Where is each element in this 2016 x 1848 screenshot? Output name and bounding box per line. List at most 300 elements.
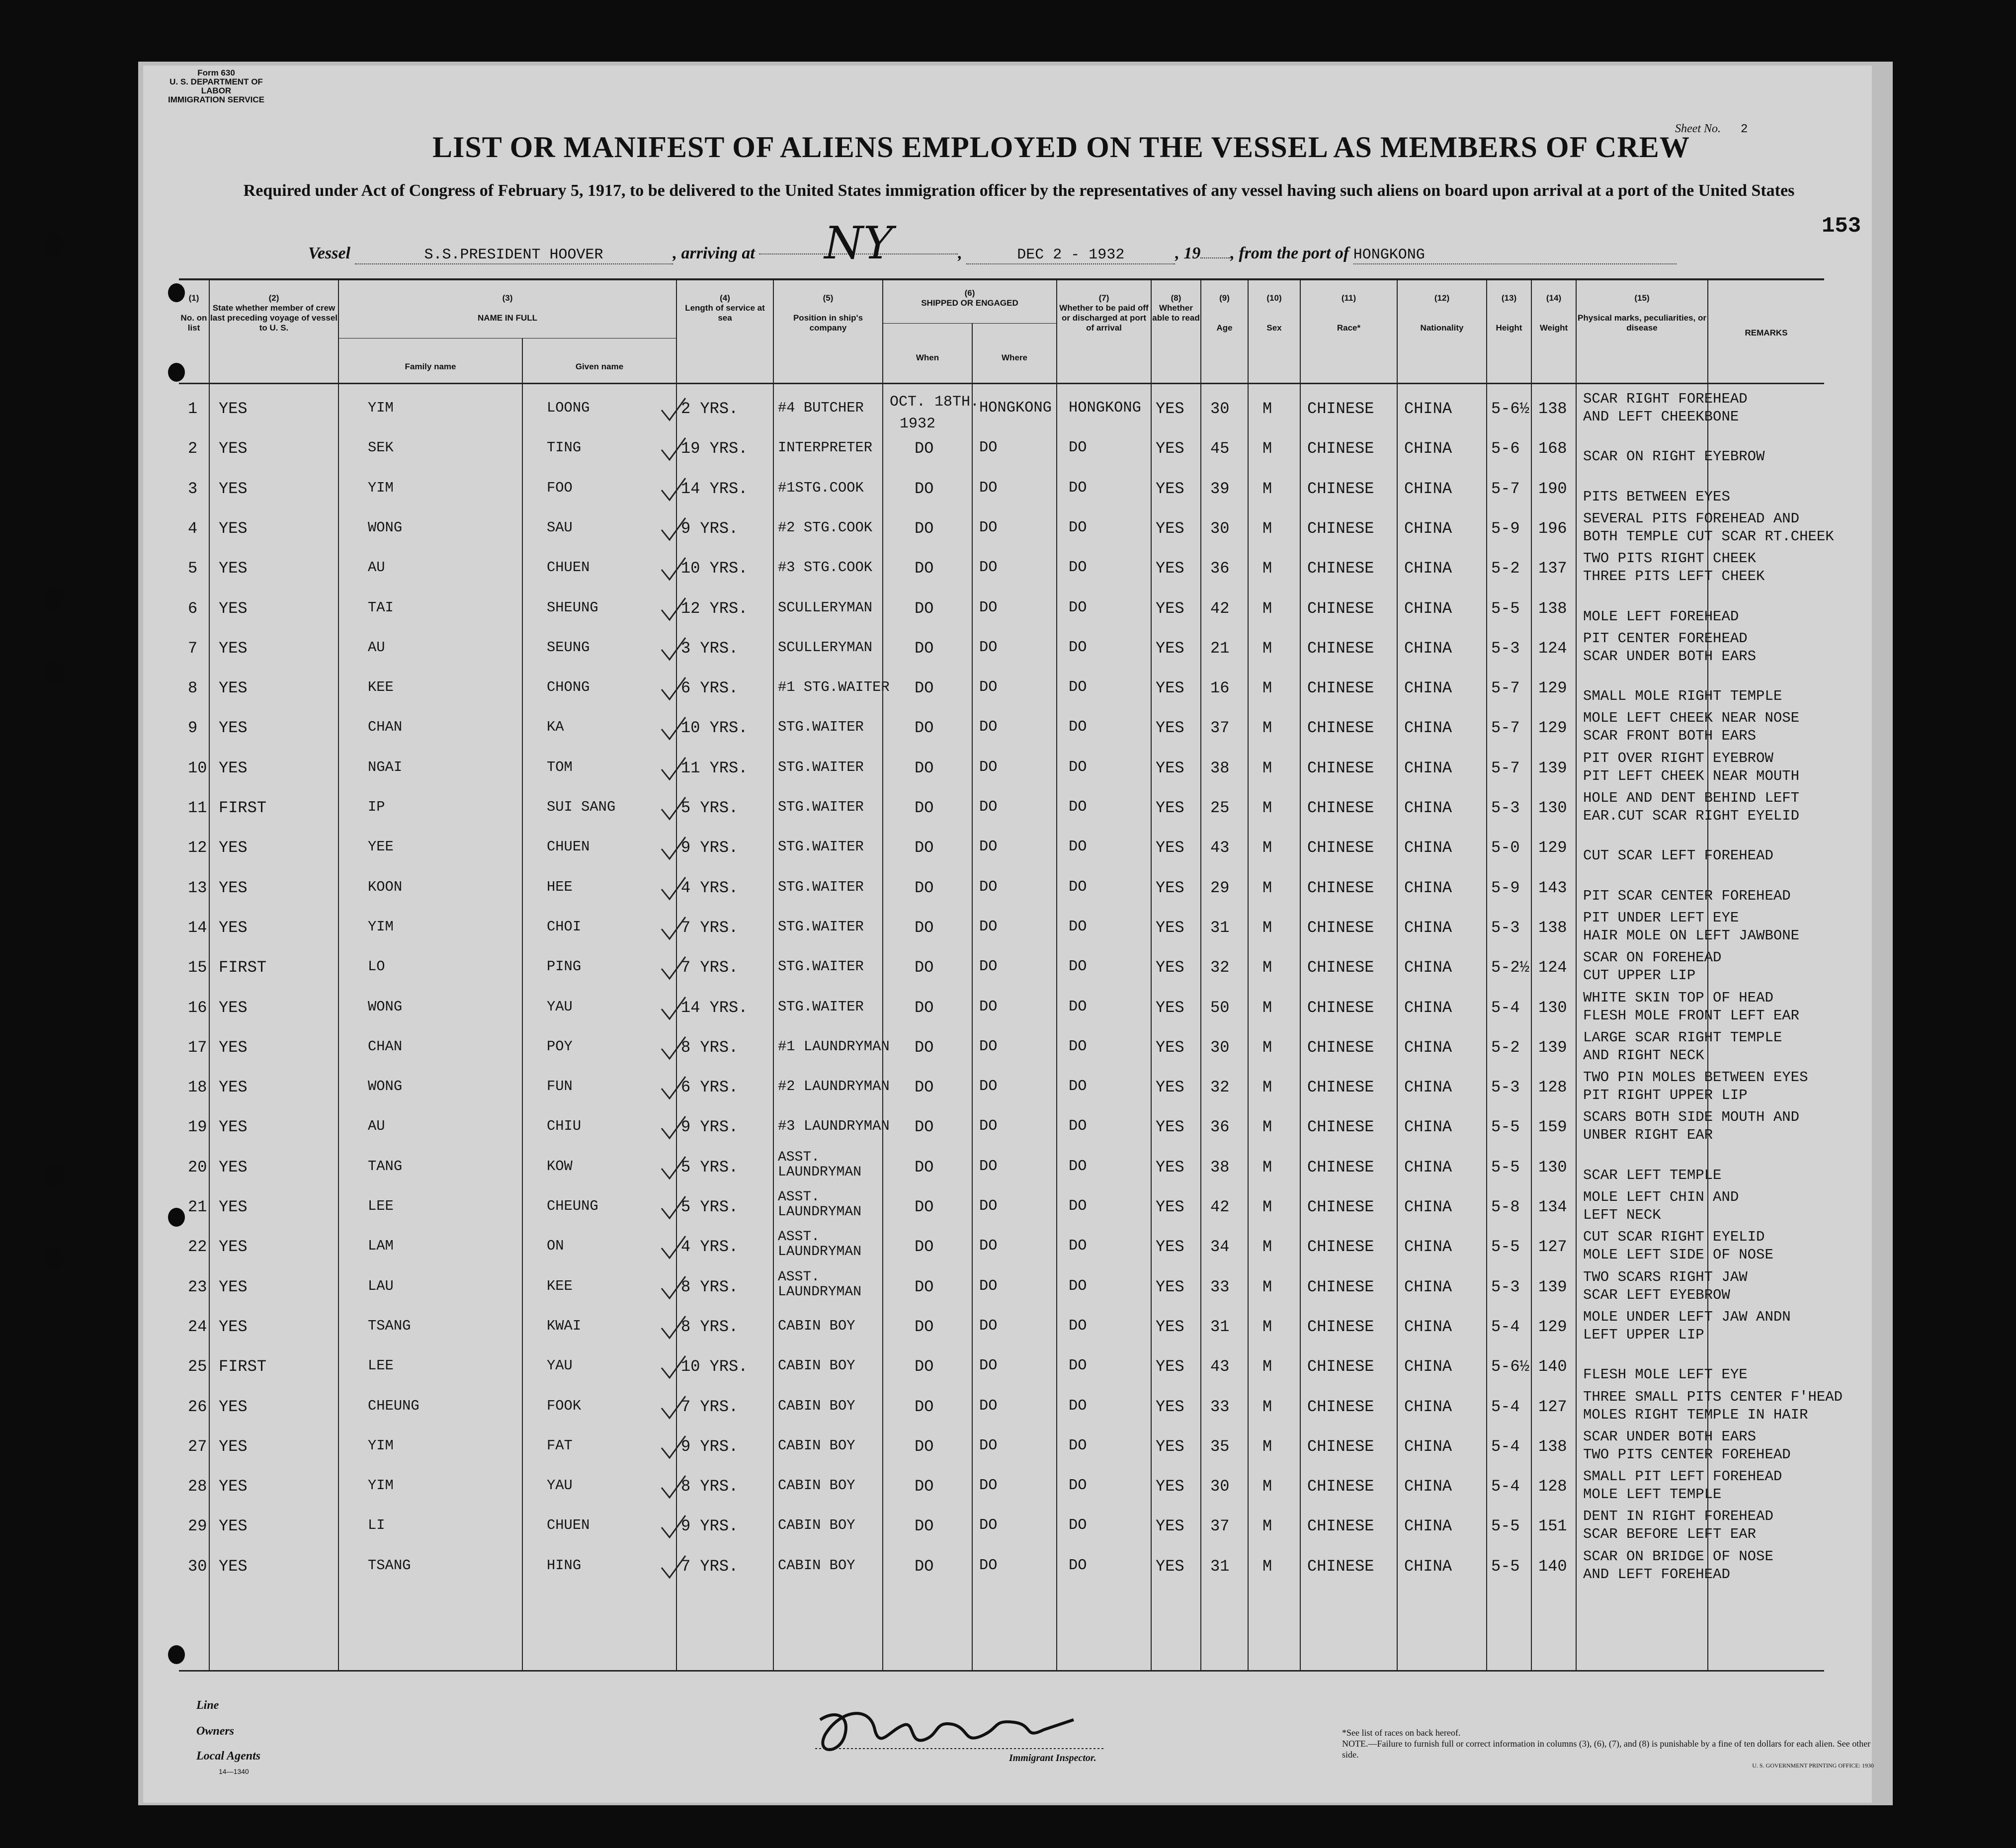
shipped-when: DO <box>915 1557 934 1576</box>
given-name: KOW <box>547 1158 573 1175</box>
shipped-when: DO <box>915 839 934 857</box>
physical-marks: DENT IN RIGHT FOREHEAD <box>1583 1508 1773 1525</box>
age: 25 <box>1210 799 1230 817</box>
race: CHINESE <box>1307 918 1374 937</box>
paid-off: DO <box>1069 878 1087 896</box>
given-name: KA <box>547 719 564 736</box>
last-voyage: YES <box>219 1477 248 1496</box>
physical-marks: BOTH TEMPLE CUT SCAR RT.CHEEK <box>1583 528 1834 545</box>
shipped-when: DO <box>915 1158 934 1176</box>
weight: 127 <box>1538 1238 1567 1257</box>
service-length: 9 YRS. <box>681 519 739 538</box>
physical-marks: CUT SCAR RIGHT EYELID <box>1583 1229 1765 1246</box>
shipped-when: DO <box>915 918 934 937</box>
sex: M <box>1262 918 1272 937</box>
check-mark <box>659 995 688 1025</box>
shipped-where: DO <box>979 1477 998 1495</box>
first-shipped-month: OCT. 18TH. <box>890 394 980 411</box>
sex: M <box>1262 1397 1272 1416</box>
ship-position: #3 LAUNDRYMAN <box>778 1118 890 1135</box>
physical-marks: SCAR ON RIGHT EYEBROW <box>1583 448 1765 465</box>
last-voyage: YES <box>219 439 248 458</box>
weight: 128 <box>1538 1477 1567 1496</box>
nationality: CHINA <box>1404 998 1452 1017</box>
nationality: CHINA <box>1404 1238 1452 1257</box>
col-remarks-header: REMARKS <box>1745 328 1788 337</box>
shipped-where: DO <box>979 1277 998 1295</box>
form-code: 14—1340 <box>219 1767 249 1775</box>
able-to-read: YES <box>1156 1437 1184 1456</box>
family-name: LAM <box>368 1238 394 1255</box>
shipped-when: DO <box>915 1078 934 1097</box>
sex: M <box>1262 839 1272 857</box>
check-mark <box>659 795 688 825</box>
weight: 138 <box>1538 400 1567 418</box>
shipped-when: DO <box>915 1317 934 1336</box>
last-voyage: YES <box>219 679 248 698</box>
physical-marks: MOLE LEFT FOREHEAD <box>1583 608 1739 625</box>
physical-marks: SCAR UNDER BOTH EARS <box>1583 1428 1757 1445</box>
ship-position: CABIN BOY <box>778 1317 855 1334</box>
height: 5-5 <box>1491 1118 1520 1137</box>
line-label: Line <box>196 1699 219 1712</box>
age: 45 <box>1210 439 1230 458</box>
race: CHINESE <box>1307 1238 1374 1257</box>
nationality: CHINA <box>1404 1198 1452 1216</box>
age: 30 <box>1210 1477 1230 1496</box>
age: 42 <box>1210 1198 1230 1216</box>
age: 30 <box>1210 519 1230 538</box>
weight: 196 <box>1538 519 1567 538</box>
ship-position: STG.WAITER <box>778 799 864 815</box>
height: 5-3 <box>1491 1277 1520 1296</box>
height: 5-7 <box>1491 679 1520 698</box>
race: CHINESE <box>1307 1158 1374 1176</box>
shipped-when: DO <box>915 1397 934 1416</box>
physical-marks: WHITE SKIN TOP OF HEAD <box>1583 989 1773 1006</box>
last-voyage: YES <box>219 1277 248 1296</box>
last-voyage: FIRST <box>219 1357 267 1376</box>
sex: M <box>1262 1078 1272 1097</box>
given-name: POY <box>547 1038 573 1055</box>
height: 5-4 <box>1491 1437 1520 1456</box>
shipped-when: DO <box>915 998 934 1017</box>
sex: M <box>1262 878 1272 897</box>
shipped-where: DO <box>979 599 998 616</box>
family-name: NGAI <box>368 758 403 775</box>
age: 38 <box>1210 1158 1230 1176</box>
shipped-when: DO <box>915 1038 934 1057</box>
row-number: 26 <box>188 1397 207 1416</box>
col-marks-header: (15) Physical marks, peculiarities, or disease <box>1578 293 1706 333</box>
race: CHINESE <box>1307 639 1374 658</box>
given-name: FOOK <box>547 1397 582 1414</box>
age: 31 <box>1210 1317 1230 1336</box>
weight: 143 <box>1538 878 1567 897</box>
row-number: 25 <box>188 1357 207 1376</box>
given-name: CHEUNG <box>547 1198 598 1214</box>
given-name: CHUEN <box>547 839 590 855</box>
given-name: SAU <box>547 519 573 536</box>
physical-marks: PIT RIGHT UPPER LIP <box>1583 1087 1748 1104</box>
nationality: CHINA <box>1404 1477 1452 1496</box>
nationality: CHINA <box>1404 599 1452 618</box>
age: 34 <box>1210 1238 1230 1257</box>
nationality: CHINA <box>1404 958 1452 977</box>
paid-off: DO <box>1069 1517 1087 1534</box>
paid-off: DO <box>1069 839 1087 856</box>
race: CHINESE <box>1307 958 1374 977</box>
sex: M <box>1262 439 1272 458</box>
height: 5-4 <box>1491 1397 1520 1416</box>
shipped-where: DO <box>979 1118 998 1135</box>
service-length: 9 YRS. <box>681 839 739 857</box>
service-length: 10 YRS. <box>681 1357 748 1376</box>
sex: M <box>1262 479 1272 498</box>
check-mark <box>659 556 688 586</box>
service-length: 11 YRS. <box>681 758 748 777</box>
able-to-read: YES <box>1156 799 1184 817</box>
height: 5-9 <box>1491 519 1520 538</box>
row-number: 24 <box>188 1317 207 1336</box>
able-to-read: YES <box>1156 918 1184 937</box>
act-statement: Required under Act of Congress of February 5, 1917, to be delivered to the United States immigration officer by the representatives of any vessel having such aliens on board upon arrival at a port of the United States <box>243 181 1795 200</box>
check-mark <box>659 436 688 466</box>
able-to-read: YES <box>1156 998 1184 1017</box>
family-name: AU <box>368 1118 385 1135</box>
able-to-read: YES <box>1156 1277 1184 1296</box>
family-name: KEE <box>368 679 394 696</box>
weight: 129 <box>1538 1317 1567 1336</box>
height: 5-2 <box>1491 1038 1520 1057</box>
able-to-read: YES <box>1156 1357 1184 1376</box>
service-length: 7 YRS. <box>681 918 739 937</box>
row-number: 15 <box>188 958 207 977</box>
family-name: YIM <box>368 479 394 496</box>
nationality: CHINA <box>1404 719 1452 738</box>
weight: 190 <box>1538 479 1567 498</box>
family-name: YIM <box>368 918 394 935</box>
able-to-read: YES <box>1156 839 1184 857</box>
physical-marks: SCAR UNDER BOTH EARS <box>1583 648 1757 665</box>
last-voyage: YES <box>219 1517 248 1536</box>
ship-position: #1 LAUNDRYMAN <box>778 1038 890 1055</box>
given-name: SEUNG <box>547 639 590 656</box>
given-name: YAU <box>547 998 573 1015</box>
col-family-header: Family name <box>405 362 456 371</box>
given-name: CHIU <box>547 1118 582 1135</box>
able-to-read: YES <box>1156 1397 1184 1416</box>
nationality: CHINA <box>1404 679 1452 698</box>
footnote: *See list of races on back hereof. NOTE.—Failure to furnish full or correct information in columns (3), (6), (7), and (8) is punishable by a fine of ten dollars for each alien. See other side. U. S. GOVERNMENT PRINTING OFFICE: 1930 <box>1342 1728 1874 1769</box>
col-age-header: (9) Age <box>1216 293 1233 333</box>
able-to-read: YES <box>1156 1477 1184 1496</box>
ship-position: CABIN BOY <box>778 1357 855 1374</box>
height: 5-7 <box>1491 479 1520 498</box>
able-to-read: YES <box>1156 599 1184 618</box>
service-length: 4 YRS. <box>681 878 739 897</box>
race: CHINESE <box>1307 439 1374 458</box>
age: 50 <box>1210 998 1230 1017</box>
shipped-where: DO <box>979 519 998 536</box>
shipped-where: DO <box>979 839 998 856</box>
row-number: 19 <box>188 1118 207 1137</box>
paid-off: DO <box>1069 1078 1087 1095</box>
family-name: AU <box>368 559 385 576</box>
race: CHINESE <box>1307 679 1374 698</box>
row-number: 6 <box>188 599 198 618</box>
able-to-read: YES <box>1156 1038 1184 1057</box>
shipped-where: DO <box>979 1397 998 1415</box>
able-to-read: YES <box>1156 639 1184 658</box>
weight: 140 <box>1538 1357 1567 1376</box>
shipped-when: DO <box>915 439 934 458</box>
race: CHINESE <box>1307 1557 1374 1576</box>
nationality: CHINA <box>1404 839 1452 857</box>
ship-position: ASST. LAUNDRYMAN <box>778 1149 862 1180</box>
check-mark <box>659 955 688 985</box>
physical-marks: LEFT NECK <box>1583 1207 1661 1223</box>
sex: M <box>1262 719 1272 738</box>
shipped-when: DO <box>915 599 934 618</box>
given-name: HING <box>547 1557 582 1574</box>
paid-off: DO <box>1069 1158 1087 1175</box>
last-voyage: FIRST <box>219 799 267 817</box>
sex: M <box>1262 1038 1272 1057</box>
physical-marks: MOLE UNDER LEFT JAW ANDN <box>1583 1308 1791 1325</box>
last-voyage: YES <box>219 479 248 498</box>
last-voyage: YES <box>219 1078 248 1097</box>
sex: M <box>1262 400 1272 418</box>
race: CHINESE <box>1307 479 1374 498</box>
paid-off: DO <box>1069 1238 1087 1255</box>
sheet-number: Sheet No. 2 <box>1675 122 1748 136</box>
check-mark <box>659 596 688 626</box>
race: CHINESE <box>1307 998 1374 1017</box>
check-mark <box>659 675 688 705</box>
check-mark <box>659 875 688 905</box>
last-voyage: YES <box>219 1437 248 1456</box>
punch-hole <box>44 587 64 610</box>
race: CHINESE <box>1307 719 1374 738</box>
physical-marks: THREE SMALL PITS CENTER F'HEAD <box>1583 1388 1843 1405</box>
check-mark <box>659 1155 688 1184</box>
ship-position: CABIN BOY <box>778 1477 855 1494</box>
owners-label: Owners <box>196 1725 235 1738</box>
ship-position: STG.WAITER <box>778 998 864 1015</box>
shipped-where: DO <box>979 1198 998 1215</box>
last-voyage: YES <box>219 559 248 578</box>
height: 5-3 <box>1491 639 1520 658</box>
paid-off: DO <box>1069 559 1087 577</box>
row-number: 21 <box>188 1198 207 1216</box>
nationality: CHINA <box>1404 1517 1452 1536</box>
sex: M <box>1262 1317 1272 1336</box>
shipped-where: DO <box>979 799 998 816</box>
physical-marks: SCAR RIGHT FOREHEAD <box>1583 391 1748 407</box>
service-length: 9 YRS. <box>681 1437 739 1456</box>
shipped-where: DO <box>979 1317 998 1335</box>
shipped-where: DO <box>979 1557 998 1574</box>
given-name: PING <box>547 958 582 975</box>
height: 5-7 <box>1491 719 1520 738</box>
height: 5-5 <box>1491 1557 1520 1576</box>
given-name: CHONG <box>547 679 590 696</box>
family-name: TAI <box>368 599 394 616</box>
row-number: 14 <box>188 918 207 937</box>
weight: 124 <box>1538 958 1567 977</box>
shipped-where: DO <box>979 559 998 577</box>
check-mark <box>659 1513 688 1543</box>
nationality: CHINA <box>1404 1158 1452 1176</box>
age: 37 <box>1210 719 1230 738</box>
last-voyage: YES <box>219 599 248 618</box>
row-number: 29 <box>188 1517 207 1536</box>
row-number: 30 <box>188 1557 207 1576</box>
vessel-name: S.S.PRESIDENT HOOVER <box>355 247 673 264</box>
able-to-read: YES <box>1156 559 1184 578</box>
able-to-read: YES <box>1156 1557 1184 1576</box>
sex: M <box>1262 1158 1272 1176</box>
family-name: LEE <box>368 1198 394 1214</box>
row-number: 12 <box>188 839 207 857</box>
shipped-where: HONGKONG <box>979 400 1052 417</box>
nationality: CHINA <box>1404 1357 1452 1376</box>
able-to-read: YES <box>1156 1078 1184 1097</box>
col-shipped-header: (6) SHIPPED OR ENGAGED <box>921 288 1018 308</box>
physical-marks: CUT SCAR LEFT FOREHEAD <box>1583 847 1773 864</box>
shipped-when: DO <box>915 1437 934 1456</box>
shipped-where: DO <box>979 1158 998 1175</box>
shipped-where: DO <box>979 679 998 696</box>
height: 5-4 <box>1491 998 1520 1017</box>
age: 39 <box>1210 479 1230 498</box>
given-name: KEE <box>547 1277 573 1294</box>
family-name: CHAN <box>368 719 403 736</box>
able-to-read: YES <box>1156 400 1184 418</box>
physical-marks: LARGE SCAR RIGHT TEMPLE <box>1583 1029 1782 1046</box>
service-length: 10 YRS. <box>681 719 748 738</box>
physical-marks: LEFT UPPER LIP <box>1583 1326 1704 1343</box>
ship-position: #4 BUTCHER <box>778 400 864 416</box>
check-mark <box>659 1075 688 1104</box>
row-number: 13 <box>188 878 207 897</box>
height: 5-6 <box>1491 439 1520 458</box>
given-name: LOONG <box>547 400 590 416</box>
family-name: AU <box>368 639 385 656</box>
physical-marks: PIT UNDER LEFT EYE <box>1583 909 1739 926</box>
ship-position: ASST. LAUNDRYMAN <box>778 1189 862 1220</box>
service-length: 10 YRS. <box>681 559 748 578</box>
able-to-read: YES <box>1156 719 1184 738</box>
physical-marks: CUT UPPER LIP <box>1583 967 1696 984</box>
nationality: CHINA <box>1404 1557 1452 1576</box>
physical-marks: HAIR MOLE ON LEFT JAWBONE <box>1583 927 1800 944</box>
shipped-when: DO <box>915 1477 934 1496</box>
col-no-header: (1) No. on list <box>180 293 207 333</box>
paid-off: DO <box>1069 918 1087 935</box>
physical-marks: PIT CENTER FOREHEAD <box>1583 630 1748 647</box>
row-number: 9 <box>188 719 198 738</box>
physical-marks: SCAR LEFT EYEBROW <box>1583 1286 1730 1303</box>
age: 36 <box>1210 1118 1230 1137</box>
paid-off: DO <box>1069 758 1087 776</box>
height: 5-2½ <box>1491 958 1529 977</box>
height: 5-6½ <box>1491 1357 1529 1376</box>
race: CHINESE <box>1307 1477 1374 1496</box>
ship-position: CABIN BOY <box>778 1437 855 1454</box>
last-voyage: YES <box>219 519 248 538</box>
physical-marks: SCAR ON BRIDGE OF NOSE <box>1583 1548 1773 1565</box>
shipped-when: DO <box>915 559 934 578</box>
given-name: TING <box>547 439 582 456</box>
paid-off: DO <box>1069 1038 1087 1055</box>
physical-marks: AND LEFT FOREHEAD <box>1583 1566 1730 1583</box>
ship-position: CABIN BOY <box>778 1397 855 1414</box>
shipped-when: DO <box>915 958 934 977</box>
ship-position: CABIN BOY <box>778 1517 855 1534</box>
service-length: 5 YRS. <box>681 799 739 817</box>
nationality: CHINA <box>1404 639 1452 658</box>
physical-marks: MOLE LEFT CHEEK NEAR NOSE <box>1583 710 1800 727</box>
age: 31 <box>1210 1557 1230 1576</box>
col-name-header: (3) NAME IN FULL <box>478 293 537 323</box>
physical-marks: PITS BETWEEN EYES <box>1583 488 1730 505</box>
service-length: 9 YRS. <box>681 1517 739 1536</box>
paid-off: DO <box>1069 1397 1087 1415</box>
height: 5-0 <box>1491 839 1520 857</box>
able-to-read: YES <box>1156 1118 1184 1137</box>
check-mark <box>659 915 688 945</box>
family-name: YIM <box>368 1437 394 1454</box>
shipped-when: DO <box>915 758 934 777</box>
last-voyage: YES <box>219 998 248 1017</box>
col-weight-header: (14) Weight <box>1539 293 1568 333</box>
service-length: 3 YRS. <box>681 639 739 658</box>
last-voyage: YES <box>219 1158 248 1176</box>
able-to-read: YES <box>1156 439 1184 458</box>
family-name: LAU <box>368 1277 394 1294</box>
nationality: CHINA <box>1404 918 1452 937</box>
weight: 159 <box>1538 1118 1567 1137</box>
first-shipped-year: 1932 <box>900 416 936 432</box>
physical-marks: THREE PITS LEFT CHEEK <box>1583 568 1765 585</box>
service-length: 5 YRS. <box>681 1198 739 1216</box>
paid-off: DO <box>1069 679 1087 696</box>
ship-position: STG.WAITER <box>778 758 864 775</box>
shipped-where: DO <box>979 719 998 736</box>
service-length: 7 YRS. <box>681 1397 739 1416</box>
physical-marks: TWO PITS RIGHT CHEEK <box>1583 550 1757 567</box>
last-voyage: YES <box>219 1397 248 1416</box>
family-name: WONG <box>368 998 403 1015</box>
row-number: 11 <box>188 799 207 817</box>
col-race-header: (11) Race* <box>1337 293 1361 333</box>
paid-off: DO <box>1069 1557 1087 1574</box>
sex: M <box>1262 1277 1272 1296</box>
physical-marks: SCAR FRONT BOTH EARS <box>1583 728 1757 745</box>
ship-position: ASST. LAUNDRYMAN <box>778 1269 862 1300</box>
shipped-when: DO <box>915 1517 934 1536</box>
ship-position: STG.WAITER <box>778 918 864 935</box>
shipped-where: DO <box>979 1238 998 1255</box>
shipped-when: DO <box>915 1238 934 1257</box>
family-name: LO <box>368 958 385 975</box>
shipped-where: DO <box>979 639 998 656</box>
col-length-header: (4) Length of service at sea <box>685 293 765 323</box>
height: 5-6½ <box>1491 400 1529 418</box>
physical-marks: PIT OVER RIGHT EYEBROW <box>1583 750 1773 766</box>
